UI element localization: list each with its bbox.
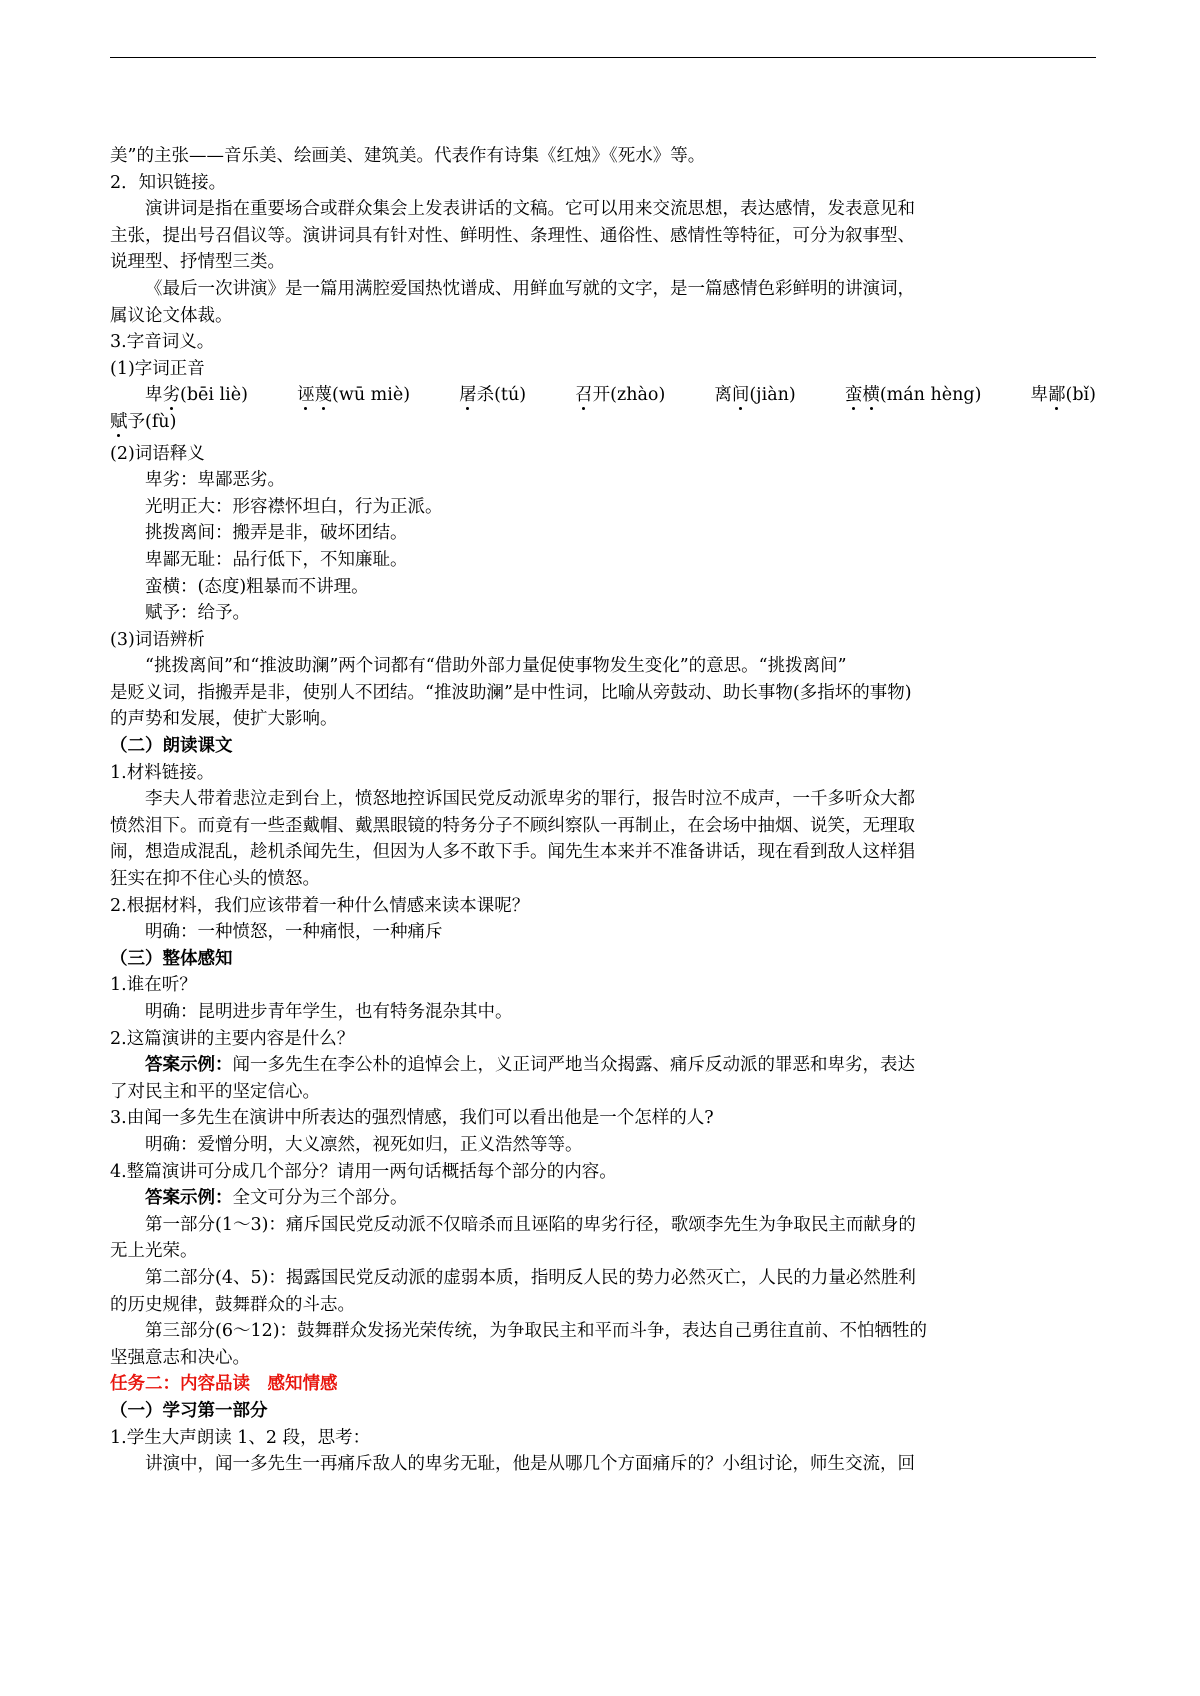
question-line: 2.这篇演讲的主要内容是什么？ xyxy=(110,1028,355,1049)
paragraph-line: 是贬义词，指搬弄是非，使别人不团结。“推波助澜”是中性词，比喻从旁鼓动、助长事物(多指坏的事物) xyxy=(110,682,912,703)
definition-line: 光明正大：形容襟怀坦白，行为正派。 xyxy=(145,496,443,517)
answer-line: 第一部分(1～3)：痛斥国民党反动派不仅暗杀而且诬陷的卑劣行径，歌颂李先生为争取民主而献身的 xyxy=(145,1214,916,1235)
answer-line: 明确：一种愤怒，一种痛恨，一种痛斥 xyxy=(145,922,443,943)
paragraph-line: 演讲词是指在重要场合或群众集会上发表讲话的文稿。它可以用来交流思想，表达感情，发表意见和 xyxy=(145,199,915,220)
pinyin-char: 横 xyxy=(862,385,880,406)
subsection-heading: (1)字词正音 xyxy=(110,358,205,379)
question-line: 4.整篇演讲可分成几个部分？请用一两句话概括每个部分的内容。 xyxy=(110,1161,617,1182)
answer-line xyxy=(110,1052,1096,1079)
question-line: 3.由闻一多先生在演讲中所表达的强烈情感，我们可以看出他是一个怎样的人? xyxy=(110,1108,714,1129)
paragraph-line: 属议论文体裁。 xyxy=(110,305,233,326)
answer-label: 答案示例： xyxy=(145,1055,233,1076)
answer-line: 明确：昆明进步青年学生，也有特务混杂其中。 xyxy=(145,1002,513,1022)
definition-line: 卑劣：卑鄙恶劣。 xyxy=(145,470,285,491)
answer-line: 明确：爱憎分明，大义凛然，视死如归，正义浩然等等。 xyxy=(145,1134,583,1155)
subsection-heading: (3)词语辨析 xyxy=(110,629,205,650)
pinyin-char: 离 xyxy=(714,385,732,406)
question-line: 1.谁在听？ xyxy=(110,975,197,996)
paragraph-line: 闹，想造成混乱，趁机杀闻先生，但因为人多不敢下手。闻先生本来并不准备讲话，现在看到敌人这样猖 xyxy=(110,842,915,863)
section-title: （二）朗读课文 xyxy=(110,736,233,757)
answer-line xyxy=(110,1185,1096,1212)
answer-label: 答案示例： xyxy=(145,1188,233,1209)
paragraph-line: 愤然泪下。而竟有一些歪戴帽、戴黑眼镜的特务分子不顾纠察队一再制止，在会场中抽烟、说笑，无理取 xyxy=(110,815,915,836)
pinyin-reading: (zhào) xyxy=(610,385,666,406)
pinyin-char: 召 xyxy=(575,385,593,406)
text-line: 美”的主张——音乐美、绘画美、建筑美。代表作有诗集《红烛》《死水》等。 xyxy=(110,146,706,166)
paragraph-line: 李夫人带着悲泣走到台上，愤怒地控诉国民党反动派卑劣的罪行，报告时泣不成声，一千多听众大都 xyxy=(145,789,915,810)
pinyin-list-cont xyxy=(110,409,1096,436)
section-heading: 1.材料链接。 xyxy=(110,762,215,783)
paragraph-line: 狂实在抑不住心头的愤怒。 xyxy=(110,869,320,890)
pinyin-reading: (bǐ) xyxy=(1065,385,1096,406)
pinyin-char: 诬 xyxy=(297,385,315,406)
answer-line: 无上光荣。 xyxy=(110,1241,198,1262)
pinyin-reading: (bēi liè) xyxy=(180,385,248,406)
paragraph-line: 的声势和发展，使扩大影响。 xyxy=(110,709,338,730)
question-line: 2.根据材料，我们应该带着一种什么情感来读本课呢？ xyxy=(110,895,530,916)
section-title: （一）学习第一部分 xyxy=(110,1400,268,1421)
pinyin-char: 开 xyxy=(592,385,611,406)
pinyin-entry xyxy=(145,382,248,409)
answer-line: 了对民主和平的坚定信心。 xyxy=(110,1081,320,1102)
pinyin-char: 蔑 xyxy=(314,385,333,406)
task-heading: 任务二：内容品读 感知情感 xyxy=(110,1374,338,1395)
section-heading: 2．知识链接。 xyxy=(110,172,227,193)
pinyin-reading: (tú) xyxy=(494,385,527,406)
pinyin-char: 屠 xyxy=(459,385,477,406)
pinyin-entry xyxy=(459,382,526,409)
pinyin-reading: (fù) xyxy=(145,411,177,432)
pinyin-char: 蛮 xyxy=(844,385,863,406)
pinyin-char: 卑 xyxy=(1030,385,1049,406)
paragraph-line: 《最后一次讲演》是一篇用满腔爱国热忱谱成、用鲜血写就的文字，是一篇感情色彩鲜明的讲演词， xyxy=(145,278,915,299)
pinyin-char: 卑 xyxy=(145,385,163,406)
paragraph-line: 说理型、抒情型三类。 xyxy=(110,252,285,273)
pinyin-entry xyxy=(575,382,665,409)
answer-line: 第二部分(4、5)：揭露国民党反动派的虚弱本质，指明反人民的势力必然灭亡，人民的力量必然胜利 xyxy=(145,1267,916,1288)
header-rule xyxy=(110,57,1096,58)
pinyin-char: 予 xyxy=(127,411,145,432)
question-line: 1.学生大声朗读 1、2 段，思考： xyxy=(110,1427,371,1448)
definition-line: 挑拨离间：搬弄是非，破坏团结。 xyxy=(145,523,408,544)
pinyin-char: 劣 xyxy=(162,385,180,406)
pinyin-entry xyxy=(1031,382,1096,409)
definition-line: 卑鄙无耻：品行低下，不知廉耻。 xyxy=(145,549,408,570)
pinyin-char: 杀 xyxy=(476,385,495,406)
answer-text: 闻一多先生在李公朴的追悼会上，义正词严地当众揭露、痛斥反动派的罪恶和卑劣，表达 xyxy=(232,1055,915,1076)
section-title: （三）整体感知 xyxy=(110,948,233,969)
answer-line: 坚强意志和决心。 xyxy=(110,1347,250,1368)
pinyin-char: 间 xyxy=(731,385,750,406)
pinyin-reading: (mán hèng) xyxy=(879,385,982,406)
answer-line: 的历史规律，鼓舞群众的斗志。 xyxy=(110,1294,355,1315)
subsection-heading: (2)词语释义 xyxy=(110,443,205,464)
paragraph-line: 讲演中，闻一多先生一再痛斥敌人的卑劣无耻，他是从哪几个方面痛斥的？小组讨论，师生交流，回 xyxy=(145,1454,915,1475)
pinyin-char: 鄙 xyxy=(1048,385,1066,406)
document-body xyxy=(110,143,1096,1478)
pinyin-reading: (wū miè) xyxy=(332,385,411,406)
pinyin-reading: (jiàn) xyxy=(749,385,796,406)
answer-text: 全文可分为三个部分。 xyxy=(232,1188,408,1209)
pinyin-entry xyxy=(297,382,410,409)
section-heading: 3.字音词义。 xyxy=(110,332,215,353)
pinyin-entry xyxy=(110,412,176,432)
pinyin-entry xyxy=(845,382,982,409)
paragraph-line: “挑拨离间”和“推波助澜”两个词都有“借助外部力量促使事物发生变化”的意思。“挑拨离间” xyxy=(145,656,847,677)
pinyin-char: 赋 xyxy=(110,411,128,432)
pinyin-list xyxy=(110,382,1096,409)
definition-line: 蛮横：(态度)粗暴而不讲理。 xyxy=(145,576,369,597)
pinyin-entry xyxy=(714,382,795,409)
definition-line: 赋予：给予。 xyxy=(145,603,250,624)
paragraph-line: 主张，提出号召倡议等。演讲词具有针对性、鲜明性、条理性、通俗性、感情性等特征，可分为叙事型、 xyxy=(110,225,915,246)
answer-line: 第三部分(6～12)：鼓舞群众发扬光荣传统，为争取民主和平而斗争，表达自己勇往直前、不怕牺牲的 xyxy=(145,1321,928,1342)
